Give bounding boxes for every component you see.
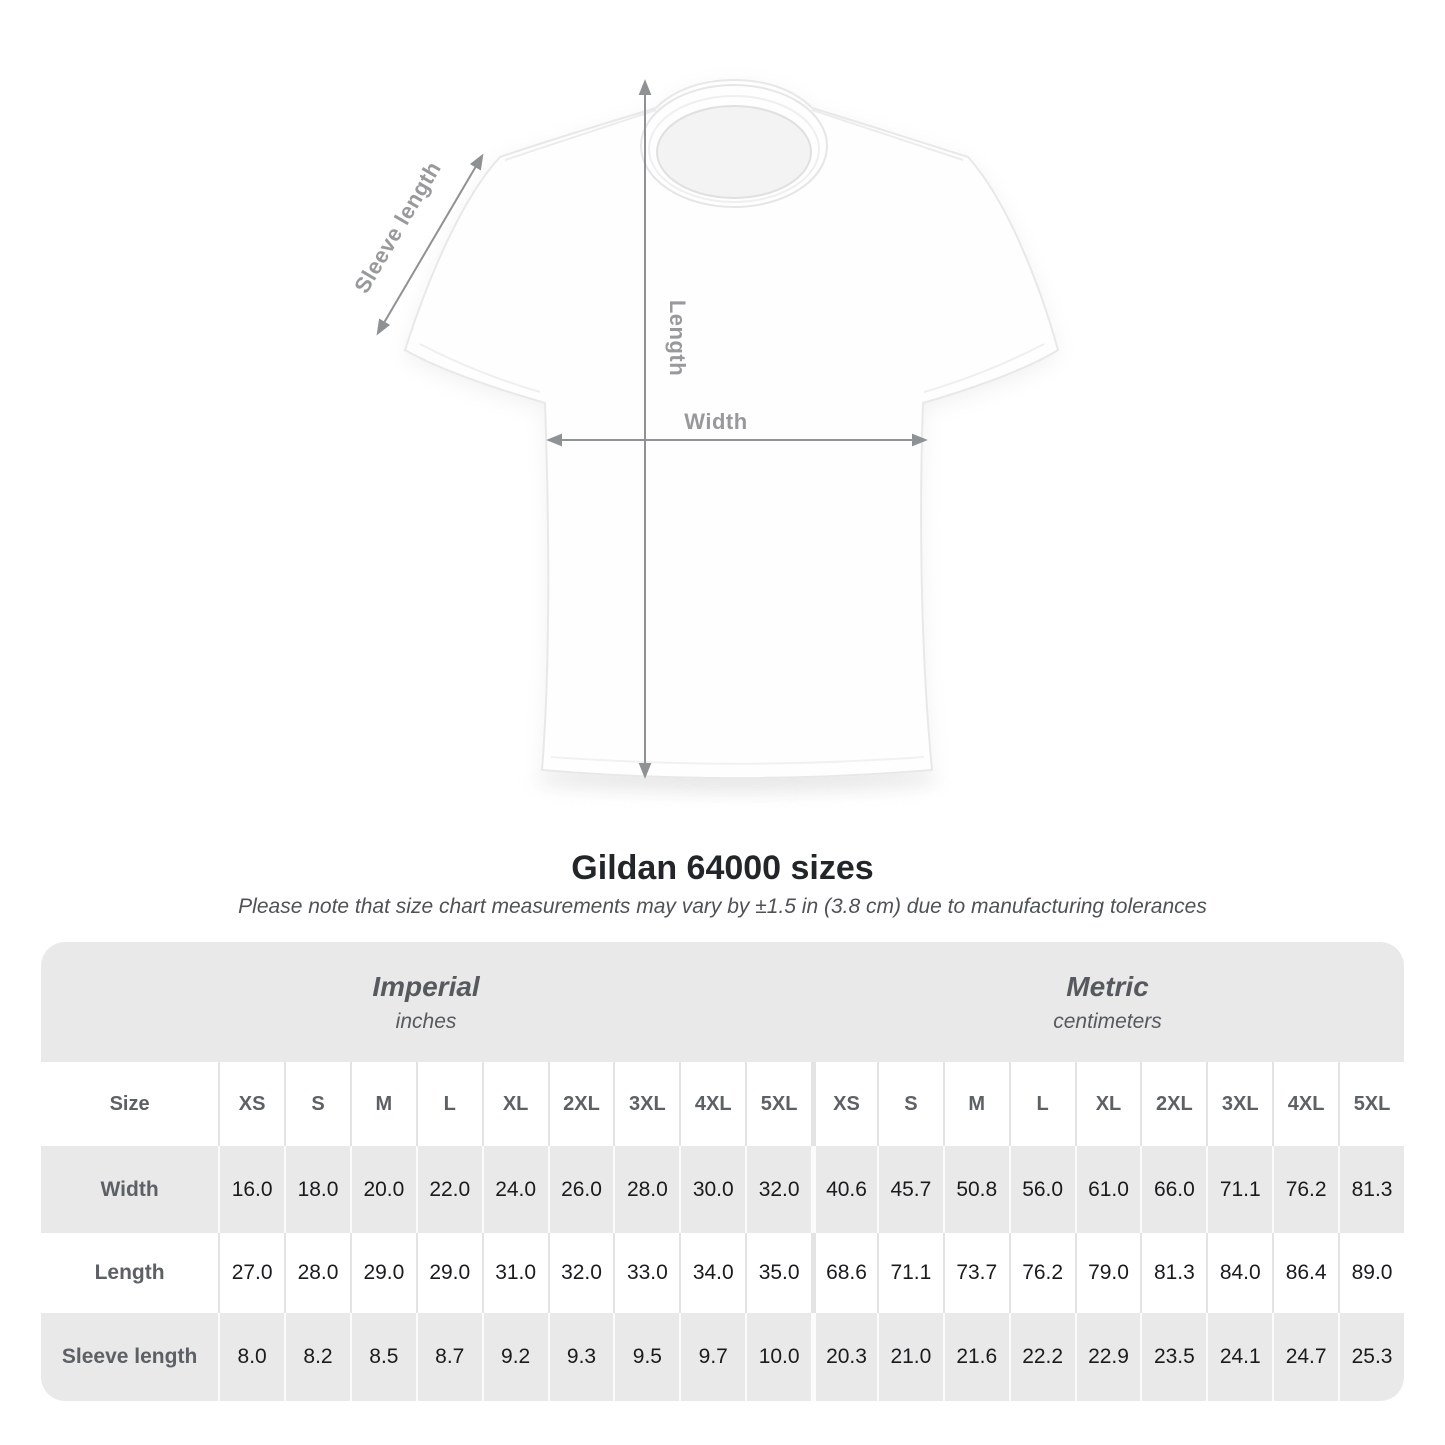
column-header: 5XL bbox=[1338, 1062, 1404, 1146]
column-header: 2XL bbox=[1140, 1062, 1206, 1146]
table-cell: 86.4 bbox=[1272, 1233, 1338, 1313]
table-cell: 8.2 bbox=[284, 1313, 350, 1401]
table-cell: 9.5 bbox=[613, 1313, 679, 1401]
table-cell: 40.6 bbox=[811, 1146, 877, 1233]
column-header: L bbox=[1009, 1062, 1075, 1146]
table-cell: 31.0 bbox=[482, 1233, 548, 1313]
table-cell: 89.0 bbox=[1338, 1233, 1404, 1313]
table-cell: 10.0 bbox=[745, 1313, 811, 1401]
metric-section-header bbox=[811, 942, 1404, 1062]
table-cell: 22.9 bbox=[1075, 1313, 1141, 1401]
metric-unit: centimeters bbox=[1053, 1009, 1162, 1033]
imperial-unit: inches bbox=[395, 1009, 457, 1033]
column-header: S bbox=[284, 1062, 350, 1146]
tolerance-note: Please note that size chart measurements may vary by ±1.5 in (3.8 cm) due to manufacturing tolerances bbox=[238, 895, 1207, 918]
table-cell: 79.0 bbox=[1075, 1233, 1141, 1313]
width-label: Width bbox=[684, 409, 748, 434]
table-cell: 24.1 bbox=[1206, 1313, 1272, 1401]
column-header: XS bbox=[811, 1062, 877, 1146]
table-cell: 8.7 bbox=[416, 1313, 482, 1401]
sleeve-length-label: Sleeve length bbox=[349, 156, 446, 298]
table-cell: 29.0 bbox=[416, 1233, 482, 1313]
table-cell: 32.0 bbox=[745, 1146, 811, 1233]
table-cell: 20.0 bbox=[350, 1146, 416, 1233]
table-cell: 35.0 bbox=[745, 1233, 811, 1313]
table-cell: 45.7 bbox=[877, 1146, 943, 1233]
column-header: XL bbox=[1075, 1062, 1141, 1146]
collar-opening bbox=[657, 106, 811, 198]
row-label-width: Width bbox=[100, 1177, 159, 1201]
table-cell: 16.0 bbox=[218, 1146, 284, 1233]
table-cell: 21.6 bbox=[943, 1313, 1009, 1401]
table-cell: 24.7 bbox=[1272, 1313, 1338, 1401]
table-cell: 66.0 bbox=[1140, 1146, 1206, 1233]
column-header: 5XL bbox=[745, 1062, 811, 1146]
column-header: XS bbox=[218, 1062, 284, 1146]
table-cell: 34.0 bbox=[679, 1233, 745, 1313]
units-band bbox=[41, 942, 1404, 1062]
table-cell: 73.7 bbox=[943, 1233, 1009, 1313]
table-cell: 22.0 bbox=[416, 1146, 482, 1233]
table-cell: 71.1 bbox=[1206, 1146, 1272, 1233]
table-cell: 21.0 bbox=[877, 1313, 943, 1401]
page-title: Gildan 64000 sizes bbox=[571, 849, 874, 887]
table-cell: 25.3 bbox=[1338, 1313, 1404, 1401]
table-cell: 76.2 bbox=[1009, 1233, 1075, 1313]
row-label-length: Length bbox=[94, 1261, 165, 1284]
table-cell: 9.2 bbox=[482, 1313, 548, 1401]
column-header: M bbox=[350, 1062, 416, 1146]
table-cell: 27.0 bbox=[218, 1233, 284, 1313]
size-header-row bbox=[41, 1062, 1404, 1146]
table-cell: 8.0 bbox=[218, 1313, 284, 1401]
column-header: 4XL bbox=[679, 1062, 745, 1146]
table-cell: 22.2 bbox=[1009, 1313, 1075, 1401]
table-cell: 61.0 bbox=[1075, 1146, 1141, 1233]
table-cell: 56.0 bbox=[1009, 1146, 1075, 1233]
imperial-section-header bbox=[41, 942, 811, 1062]
table-cell: 9.7 bbox=[679, 1313, 745, 1401]
size-chart-table bbox=[41, 942, 1404, 1401]
table-cell: 84.0 bbox=[1206, 1233, 1272, 1313]
table-cell: 23.5 bbox=[1140, 1313, 1206, 1401]
column-header: 3XL bbox=[613, 1062, 679, 1146]
row-label-sleeve-length: Sleeve length bbox=[61, 1345, 198, 1368]
table-row-length bbox=[41, 1233, 1404, 1313]
column-header: M bbox=[943, 1062, 1009, 1146]
imperial-heading: Imperial bbox=[372, 970, 480, 1002]
column-header: S bbox=[877, 1062, 943, 1146]
table-cell: 50.8 bbox=[943, 1146, 1009, 1233]
metric-heading: Metric bbox=[1066, 970, 1149, 1002]
column-header: 4XL bbox=[1272, 1062, 1338, 1146]
table-cell: 28.0 bbox=[613, 1146, 679, 1233]
table-cell: 30.0 bbox=[679, 1146, 745, 1233]
table-cell: 8.5 bbox=[350, 1313, 416, 1401]
column-header: L bbox=[416, 1062, 482, 1146]
table-cell: 32.0 bbox=[548, 1233, 614, 1313]
size-column-header: Size bbox=[41, 1062, 218, 1146]
table-cell: 81.3 bbox=[1338, 1146, 1404, 1233]
column-header: 2XL bbox=[548, 1062, 614, 1146]
table-cell: 24.0 bbox=[482, 1146, 548, 1233]
table-cell: 81.3 bbox=[1140, 1233, 1206, 1313]
length-label: Length bbox=[665, 299, 690, 377]
table-cell: 9.3 bbox=[548, 1313, 614, 1401]
column-header: 3XL bbox=[1206, 1062, 1272, 1146]
table-cell: 33.0 bbox=[613, 1233, 679, 1313]
column-header: XL bbox=[482, 1062, 548, 1146]
table-cell: 76.2 bbox=[1272, 1146, 1338, 1233]
table-cell: 20.3 bbox=[811, 1313, 877, 1401]
table-cell: 29.0 bbox=[350, 1233, 416, 1313]
table-row-sleeve-length bbox=[41, 1313, 1404, 1401]
table-row-width bbox=[41, 1146, 1404, 1233]
table-cell: 26.0 bbox=[548, 1146, 614, 1233]
table-cell: 68.6 bbox=[811, 1233, 877, 1313]
table-cell: 71.1 bbox=[877, 1233, 943, 1313]
table-cell: 18.0 bbox=[284, 1146, 350, 1233]
table-cell: 28.0 bbox=[284, 1233, 350, 1313]
